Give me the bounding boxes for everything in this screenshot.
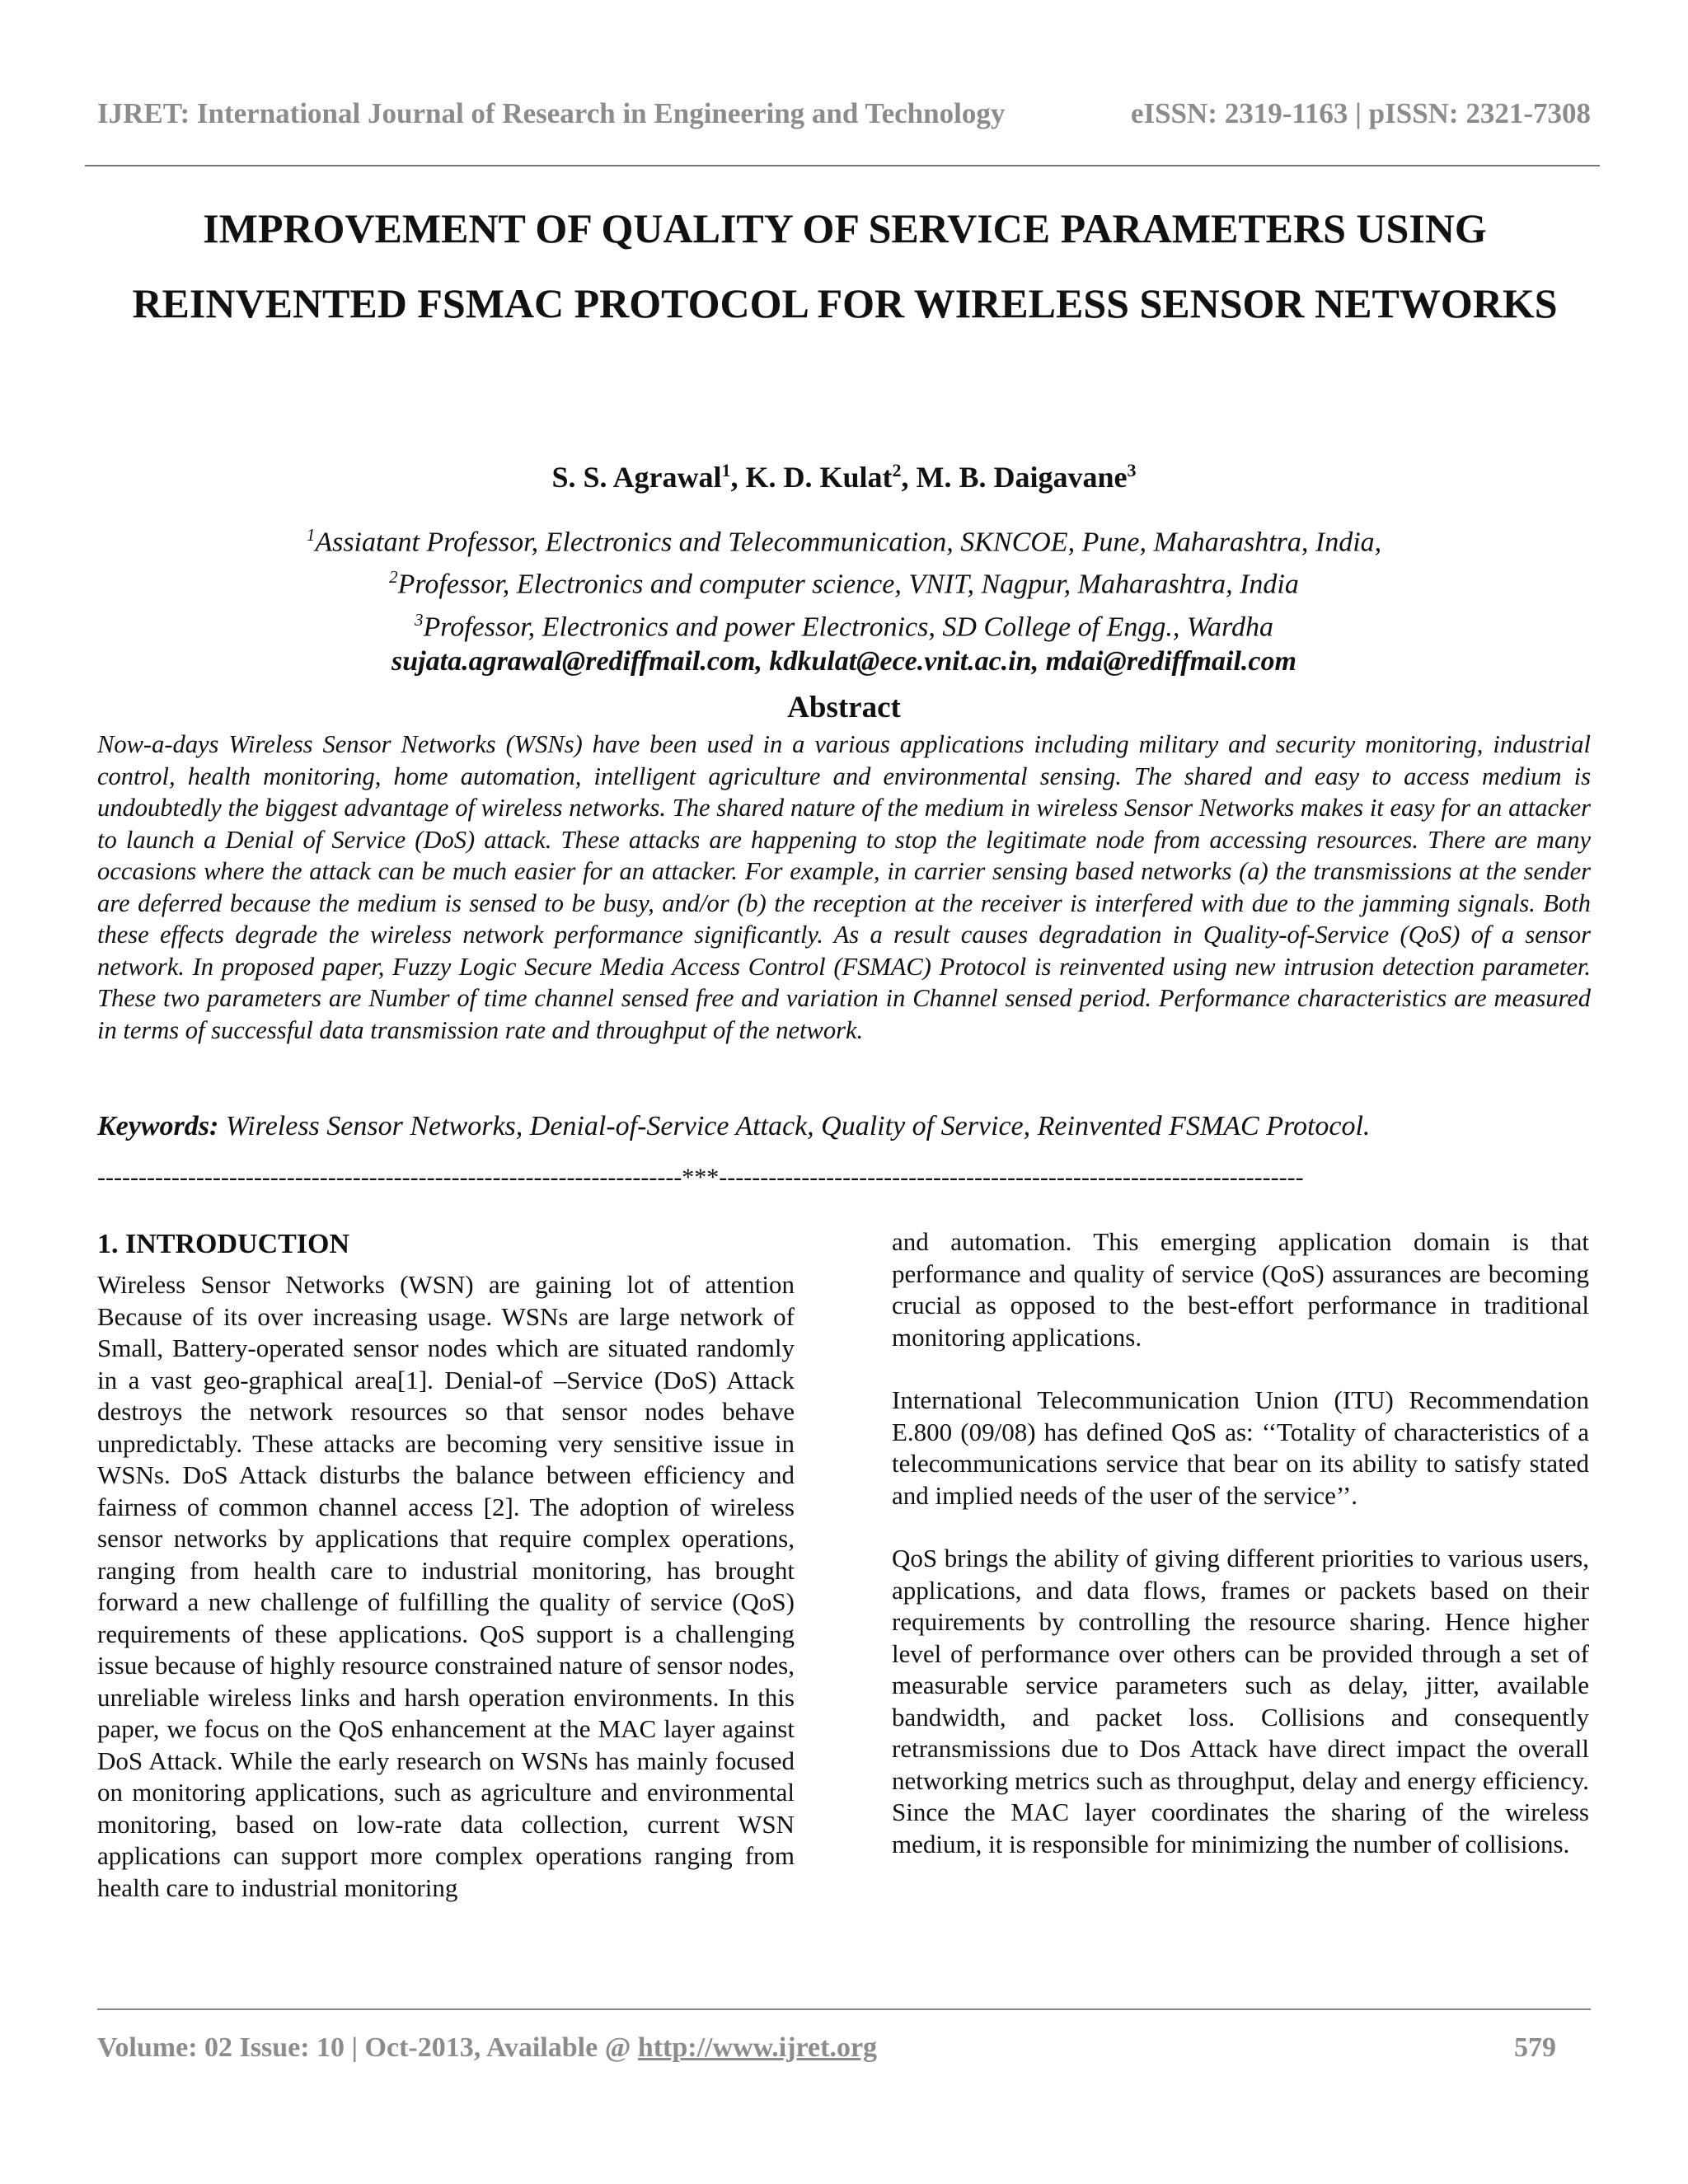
body-paragraph: QoS brings the ability of giving different priorities to various users, applications, and data flows, frames or packets based on their requirements by controlling the resource sharing. Hence higher level of performance over others can be provided through a set of measurable service parameters such as delay, jitter, available bandwidth, and packet loss. Collisions and consequently retransmissions due to Dos Attack have direct impact the overall networking metrics such as throughput, delay and energy efficiency. Since the MAC layer coordinates the sharing of the wireless medium, it is responsible for minimizing the number of collisions. [892, 1544, 1589, 1858]
footer-volume-text: Volume: 02 Issue: 10 | Oct-2013, Available @ [97, 2032, 638, 2063]
body-paragraph: International Telecommunication Union (ITU) Recommendation E.800 (09/08) has defined QoS as: ‘‘Totality of characteristics of a telecommunications service that bear on its ability to satisfy stated and implied needs of the user of the service’’. [892, 1385, 1589, 1510]
affiliation-text: Professor, Electronics and power Electronics, SD College of Engg., Wardha [423, 611, 1274, 642]
running-header [97, 97, 1591, 130]
body-paragraph: and automation. This emerging application domain is that performance and quality of service (QoS) assurances are becoming crucial as opposed to the best-effort performance in traditional monitoring applications. [892, 1227, 1589, 1352]
keywords [97, 1111, 1591, 1142]
page-footer [97, 2032, 1556, 2064]
right-column [892, 1226, 1589, 1891]
keywords-text: Wireless Sensor Networks, Denial-of-Service Attack, Quality of Service, Reinvented FSMAC Protocol. [225, 1111, 1371, 1141]
abstract-heading: Abstract [787, 691, 901, 724]
footer-rule [97, 2008, 1591, 2010]
author-emails: sujata.agrawal@rediffmail.com, kdkulat@ece.vnit.ac.in, mdai@rediffmail.com [392, 645, 1296, 677]
affiliations [97, 518, 1591, 679]
affiliation-text: Professor, Electronics and computer science, VNIT, Nagpur, Maharashtra, India [397, 569, 1299, 600]
footer-volume-info [97, 2032, 877, 2064]
left-column [97, 1228, 795, 1935]
page-number: 579 [1514, 2032, 1556, 2063]
issn-info: eISSN: 2319-1163 | pISSN: 2321-7308 [1130, 97, 1591, 129]
header-rule [85, 165, 1600, 166]
section-heading-introduction: 1. INTRODUCTION [97, 1229, 350, 1259]
author-separator: , [730, 461, 746, 494]
keywords-label: Keywords: [97, 1111, 219, 1141]
section-separator: -----------------------------------------------------------------------***----------------------------------------------------------------------- [97, 1164, 1304, 1191]
author-separator: , [901, 461, 917, 494]
paper-title: IMPROVEMENT OF QUALITY OF SERVICE PARAMETERS USING REINVENTED FSMAC PROTOCOL FOR WIRELESS SENSOR NETWORKS [132, 205, 1558, 326]
body-paragraph: Wireless Sensor Networks (WSN) are gaining lot of attention Because of its over increasing usage. WSNs are large network of Small, Battery-operated sensor nodes which are situated randomly in a vast geo-graphical area[1]. Denial-of –Service (DoS) Attack destroys the network resources so that sensor nodes behave unpredictably. These attacks are becoming very sensitive issue in WSNs. DoS Attack disturbs the balance between efficiency and fairness of common channel access [2]. The adoption of wireless sensor networks by applications that require complex operations, ranging from health care to industrial monitoring, has brought forward a new challenge of fulfilling the quality of service (QoS) requirements of these applications. QoS support is a challenging issue because of highly resource constrained nature of sensor nodes, unreliable wireless links and harsh operation environments. In this paper, we focus on the QoS enhancement at the MAC layer against DoS Attack. While the early research on WSNs has mainly focused on monitoring applications, such as agriculture and environmental monitoring, based on low-rate data collection, current WSN applications can support more complex operations ranging from health care to industrial monitoring [97, 1270, 795, 1902]
affiliation-sup: 2 [389, 567, 398, 588]
author-name: S. S. Agrawal [551, 461, 722, 494]
affiliation-line [97, 602, 1591, 644]
affiliation-sup: 1 [306, 525, 316, 545]
abstract-text: Now-a-days Wireless Sensor Networks (WSNs) have been used in a various applications including military and security monitoring, industrial control, health monitoring, home automation, intelligent agriculture and environmental sensing. The shared and easy to access medium is undoubtedly the biggest advantage of wireless networks. The shared nature of the medium in wireless Sensor Networks makes it easy for an attacker to launch a Denial of Service (DoS) attack. These attacks are happening to stop the legitimate node from accessing resources. There are many occasions where the attack can be much easier for an attacker. For example, in carrier sensing based networks (a) the transmissions at the sender are deferred because the medium is sensed to be busy, and/or (b) the reception at the receiver is interfered with due to the jamming signals. Both these effects degrade the wireless network performance significantly. As a result causes degradation in Quality-of-Service (QoS) of a sensor network. In proposed paper, Fuzzy Logic Secure Media Access Control (FSMAC) Protocol is reinvented using new intrusion detection parameter. These two parameters are Number of time channel sensed free and variation in Channel sensed period. Performance characteristics are measured in terms of successful data transmission rate and throughput of the network. [97, 730, 1591, 1044]
affiliation-line [97, 518, 1591, 560]
author-sup: 1 [721, 460, 731, 480]
affiliation-line [97, 560, 1591, 602]
journal-url-link[interactable]: http://www.ijret.org [637, 2032, 878, 2063]
author-name: K. D. Kulat [745, 461, 893, 494]
journal-name: IJRET: International Journal of Research in Engineering and Technology [97, 97, 1006, 129]
affiliation-sup: 3 [414, 609, 424, 630]
author-name: M. B. Daigavane [916, 461, 1128, 494]
author-list [97, 460, 1591, 494]
author-sup: 3 [1127, 460, 1137, 480]
author-sup: 2 [892, 460, 902, 480]
affiliation-text: Assiatant Professor, Electronics and Telecommunication, SKNCOE, Pune, Maharashtra, India, [315, 527, 1382, 558]
